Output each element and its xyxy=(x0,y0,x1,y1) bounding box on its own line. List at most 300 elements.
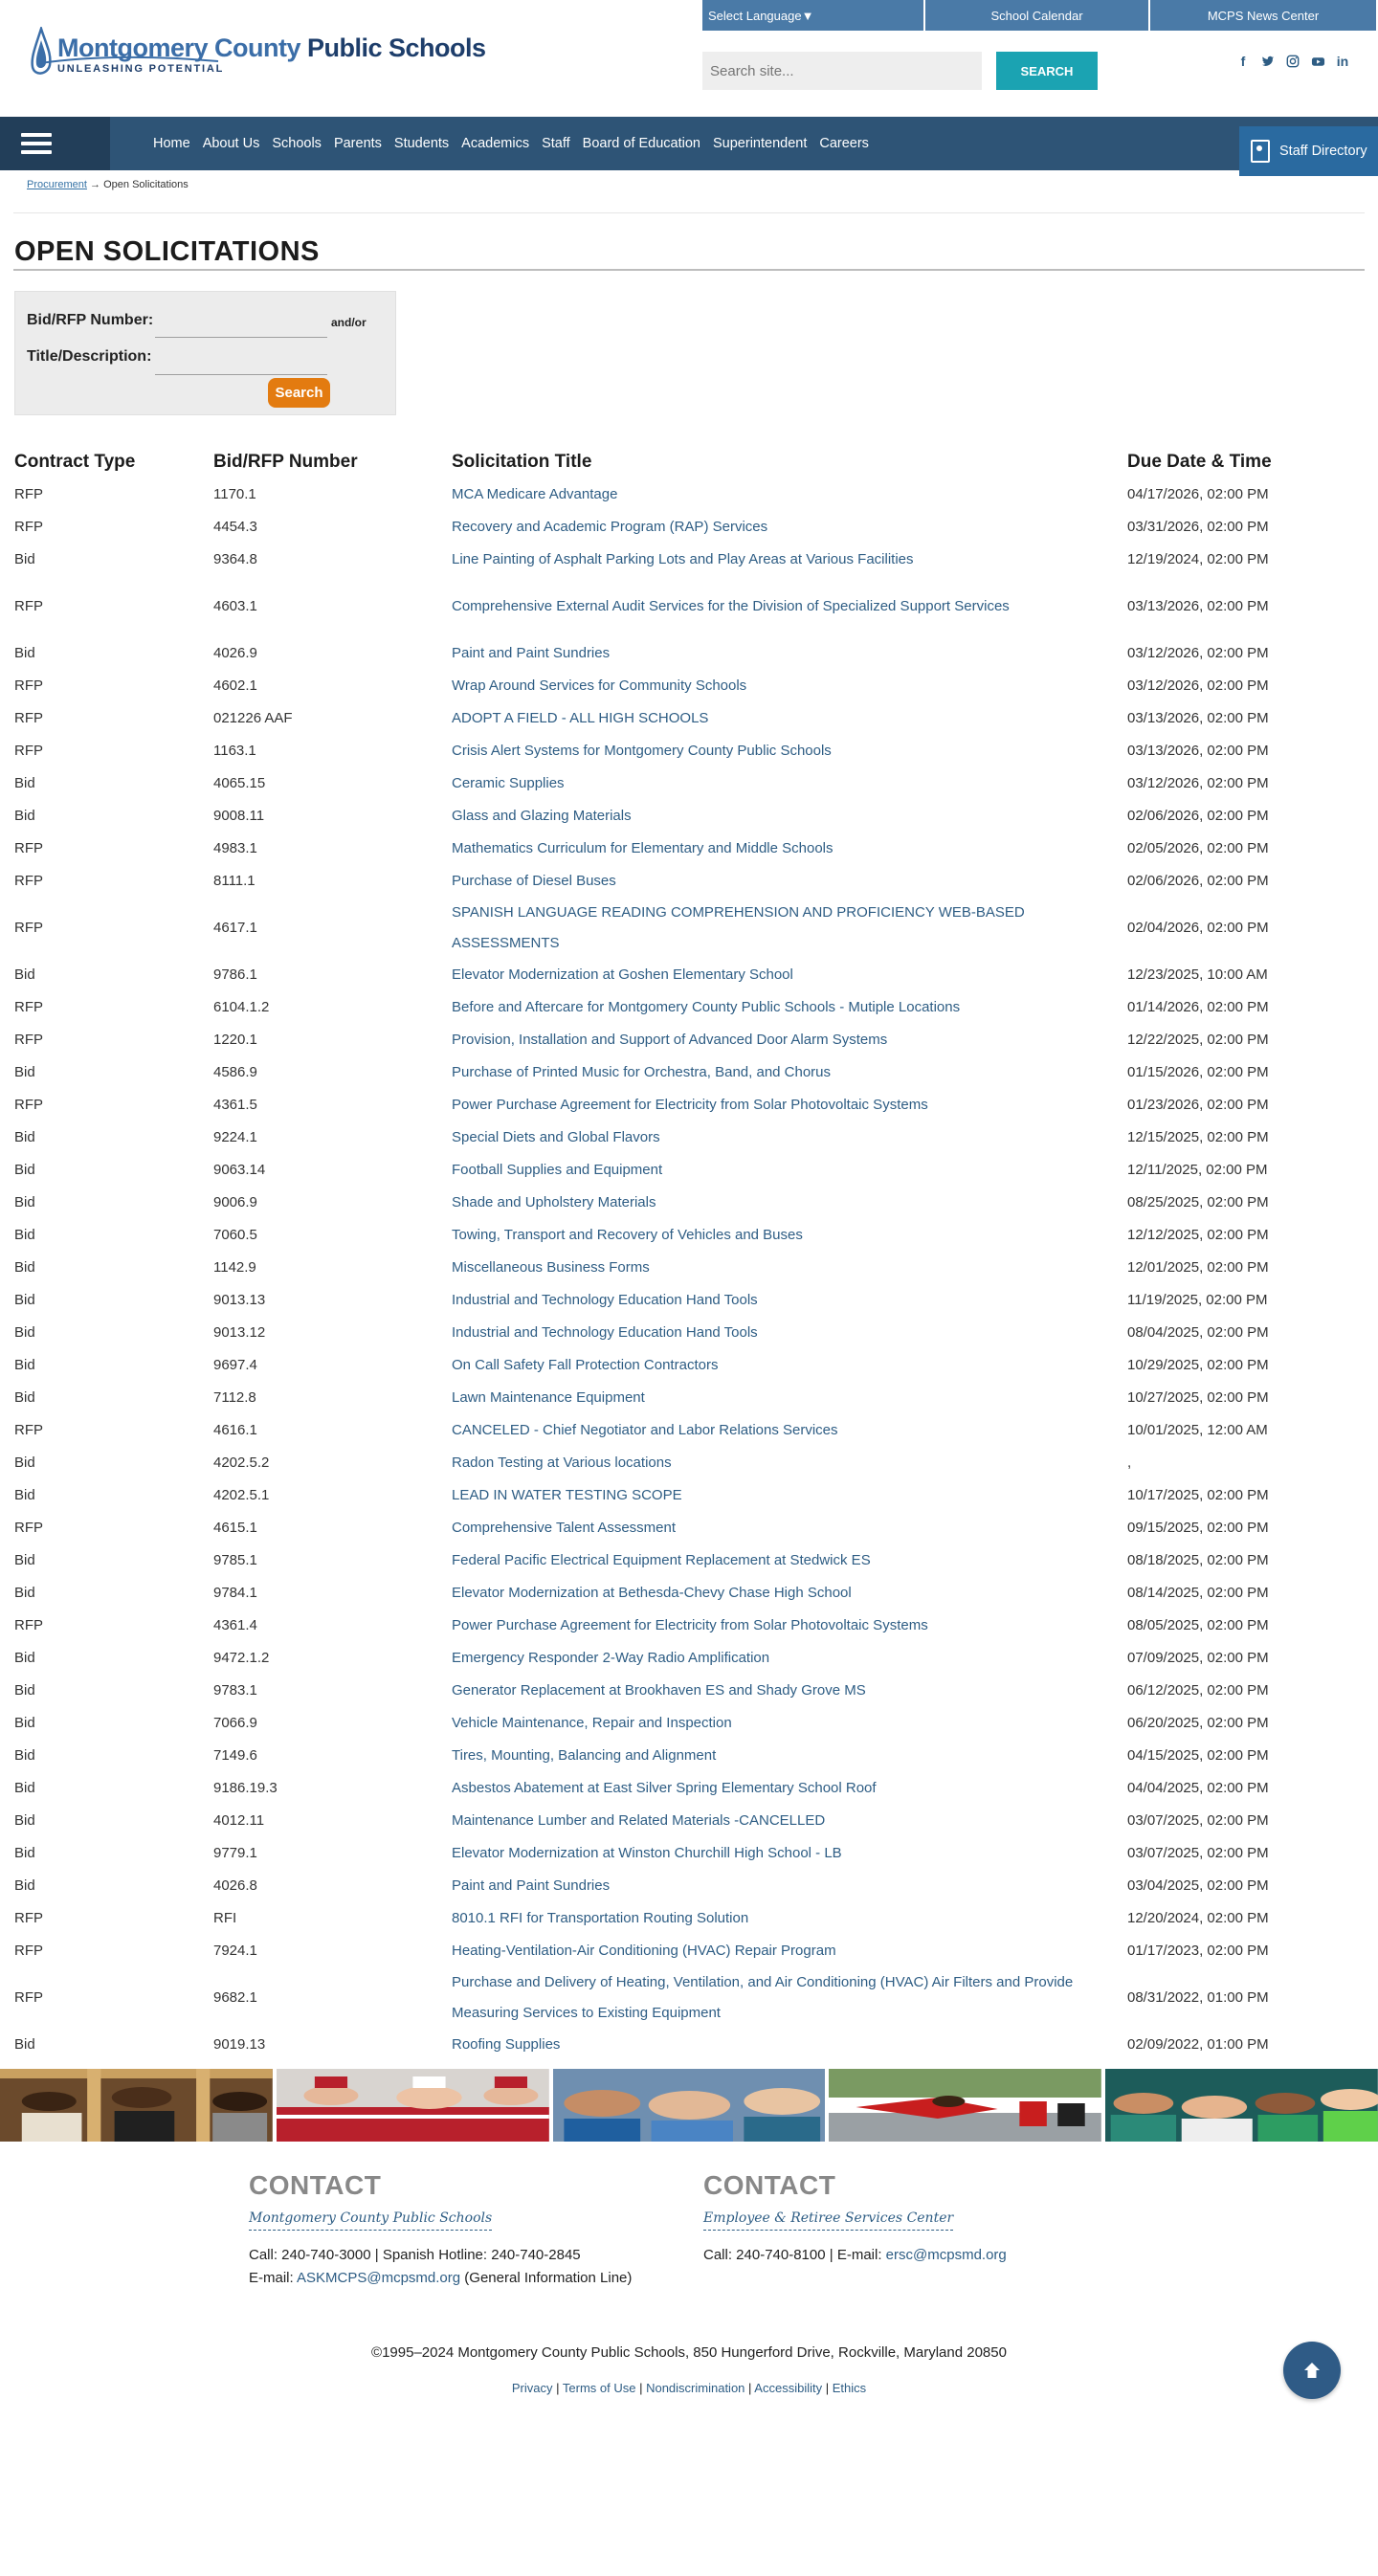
solicitation-title-cell xyxy=(452,1544,1127,1577)
solicitation-link[interactable]: Elevator Modernization at Bethesda-Chevy Chase High School xyxy=(452,1585,852,1601)
solicitation-title-cell xyxy=(452,1512,1127,1544)
bid-number-cell: 9784.1 xyxy=(213,1585,257,1601)
solicitation-link[interactable]: CANCELED - Chief Negotiator and Labor Relations Services xyxy=(452,1422,838,1438)
bid-number-cell: 9006.9 xyxy=(213,1194,257,1210)
table-row xyxy=(14,2029,1368,2061)
back-to-top-button[interactable] xyxy=(1283,2342,1341,2399)
nav-about-us[interactable]: About Us xyxy=(202,136,260,151)
table-row xyxy=(14,1837,1368,1870)
solicitation-link[interactable]: Generator Replacement at Brookhaven ES and Shady Grove MS xyxy=(452,1682,866,1699)
photo-boys-smiling xyxy=(553,2069,826,2142)
solicitation-title-cell xyxy=(452,735,1127,767)
search-button[interactable]: SEARCH xyxy=(996,52,1098,90)
solicitation-title-cell xyxy=(452,1642,1127,1675)
email-prefix: E-mail: xyxy=(249,2270,298,2286)
contract-type-cell: Bid xyxy=(14,551,35,567)
solicitation-title-cell xyxy=(452,1349,1127,1382)
contract-type-cell: RFP xyxy=(14,486,43,502)
table-row xyxy=(14,1740,1368,1772)
contact-card-icon xyxy=(1251,140,1270,163)
due-date-cell: 01/14/2026, 02:00 PM xyxy=(1127,999,1269,1015)
footer-link-accessibility[interactable]: Accessibility xyxy=(754,2381,823,2395)
due-date-cell: 03/12/2026, 02:00 PM xyxy=(1127,645,1269,661)
contact-org-name: Employee & Retiree Services Center xyxy=(703,2210,953,2231)
bid-number-cell: 9779.1 xyxy=(213,1845,257,1861)
due-date-cell: 02/09/2022, 01:00 PM xyxy=(1127,2036,1269,2053)
main-navigation xyxy=(0,117,1378,170)
contract-type-cell: RFP xyxy=(14,1617,43,1633)
breadcrumb xyxy=(27,179,189,190)
contract-type-cell: Bid xyxy=(14,808,35,824)
photo-cheering-crowd xyxy=(1105,2069,1378,2142)
table-row xyxy=(14,1935,1368,1967)
solicitation-link[interactable]: Federal Pacific Electrical Equipment Replacement at Stedwick ES xyxy=(452,1552,871,1568)
due-date-cell: 03/07/2025, 02:00 PM xyxy=(1127,1845,1269,1861)
due-date-cell: 10/29/2025, 02:00 PM xyxy=(1127,1357,1269,1373)
due-date-cell: 06/20/2025, 02:00 PM xyxy=(1127,1715,1269,1731)
due-date-cell: 08/04/2025, 02:00 PM xyxy=(1127,1324,1269,1341)
due-date-cell: 01/17/2023, 02:00 PM xyxy=(1127,1943,1269,1959)
social-links xyxy=(1234,53,1351,70)
solicitation-link[interactable]: Shade and Upholstery Materials xyxy=(452,1194,656,1210)
due-date-cell: 01/23/2026, 02:00 PM xyxy=(1127,1097,1269,1113)
table-row xyxy=(14,1902,1368,1935)
staff-directory-button[interactable] xyxy=(1239,126,1378,176)
breadcrumb-procurement[interactable]: Procurement xyxy=(27,179,87,190)
solicitation-title-cell xyxy=(452,1805,1127,1837)
table-row xyxy=(14,1056,1368,1089)
table-header-row xyxy=(14,446,1368,478)
contract-type-cell: Bid xyxy=(14,1455,35,1471)
twitter-icon[interactable] xyxy=(1259,53,1277,70)
due-date-cell: 03/04/2025, 02:00 PM xyxy=(1127,1877,1269,1894)
breadcrumb-current: Open Solicitations xyxy=(103,179,189,190)
solicitation-link[interactable]: Mathematics Curriculum for Elementary and Middle Schools xyxy=(452,840,833,856)
contact-email-line xyxy=(249,2267,632,2290)
table-row xyxy=(14,1317,1368,1349)
solicitation-link[interactable]: Glass and Glazing Materials xyxy=(452,808,632,824)
table-row xyxy=(14,637,1368,670)
solicitation-link[interactable]: Line Painting of Asphalt Parking Lots and Play Areas at Various Facilities xyxy=(452,551,914,567)
table-row xyxy=(14,959,1368,991)
solicitation-title-cell xyxy=(452,1414,1127,1447)
contract-type-cell: RFP xyxy=(14,1422,43,1438)
contract-type-cell: Bid xyxy=(14,645,35,661)
contract-type-cell: RFP xyxy=(14,840,43,856)
table-row xyxy=(14,865,1368,898)
contract-type-cell: Bid xyxy=(14,1064,35,1080)
header-solicitation-title: Solicitation Title xyxy=(452,452,592,472)
solicitation-link[interactable]: Heating-Ventilation-Air Conditioning (HVAC) Repair Program xyxy=(452,1943,836,1959)
contact-phone-line: Call: 240-740-3000 | Spanish Hotline: 240-740-2845 xyxy=(249,2247,581,2263)
photo-students-classroom xyxy=(0,2069,273,2142)
copyright: ©1995–2024 Montgomery County Public Schools, 850 Hungerford Drive, Rockville, Maryland 20850 xyxy=(371,2344,1007,2361)
contact-ersc xyxy=(703,2170,1007,2267)
solicitation-link[interactable]: Lawn Maintenance Equipment xyxy=(452,1389,645,1406)
bid-number-cell: 4026.8 xyxy=(213,1877,257,1894)
logo-title-schools: Public Schools xyxy=(307,33,486,62)
solicitations-table xyxy=(14,446,1368,2061)
bid-number-input[interactable] xyxy=(155,337,327,338)
nav-students[interactable]: Students xyxy=(393,136,450,151)
facebook-icon[interactable]: f xyxy=(1240,54,1246,69)
nav-academics[interactable]: Academics xyxy=(461,136,530,151)
solicitation-link[interactable]: Purchase of Printed Music for Orchestra, Band, and Chorus xyxy=(452,1064,832,1080)
table-body xyxy=(14,478,1368,2061)
solicitation-link[interactable]: Comprehensive Talent Assessment xyxy=(452,1520,677,1536)
solicitation-title-cell xyxy=(452,576,1127,637)
footer-links: Privacy | Terms of Use | Nondiscrimination | Accessibility | Ethics xyxy=(511,2381,867,2395)
table-row xyxy=(14,1414,1368,1447)
solicitation-link[interactable]: Industrial and Technology Education Hand Tools xyxy=(452,1292,758,1308)
bid-number-cell: 9013.13 xyxy=(213,1292,266,1308)
header-contract-type: Contract Type xyxy=(14,452,136,472)
table-row xyxy=(14,1447,1368,1479)
contract-type-cell: RFP xyxy=(14,1943,43,1959)
solicitation-link[interactable]: Football Supplies and Equipment xyxy=(452,1162,663,1178)
due-date-cell: 02/06/2026, 02:00 PM xyxy=(1127,873,1269,889)
bid-number-cell: 9186.19.3 xyxy=(213,1780,278,1796)
bid-number-cell: 4026.9 xyxy=(213,645,257,661)
school-calendar-link[interactable]: School Calendar xyxy=(925,0,1150,31)
solicitation-link[interactable]: Wrap Around Services for Community Schools xyxy=(452,677,747,694)
solicitation-title-cell xyxy=(452,898,1127,959)
due-date-cell: 02/06/2026, 02:00 PM xyxy=(1127,808,1269,824)
bid-number-cell: 4603.1 xyxy=(213,598,257,614)
contract-type-cell: RFP xyxy=(14,873,43,889)
title-description-input[interactable] xyxy=(155,374,327,375)
bid-number-cell: 6104.1.2 xyxy=(213,999,270,1015)
contract-type-cell: Bid xyxy=(14,966,35,983)
solicitation-title-cell xyxy=(452,833,1127,865)
solicitation-title-cell xyxy=(452,1284,1127,1317)
solicitation-link[interactable]: Towing, Transport and Recovery of Vehicles and Buses xyxy=(452,1227,803,1243)
table-row xyxy=(14,1187,1368,1219)
contract-type-cell: Bid xyxy=(14,1227,35,1243)
contract-type-cell: RFP xyxy=(14,677,43,694)
solicitation-link[interactable]: Special Diets and Global Flavors xyxy=(452,1129,660,1145)
bid-number-cell: 4983.1 xyxy=(213,840,257,856)
solicitation-title-cell xyxy=(452,1610,1127,1642)
due-date-cell: 07/09/2025, 02:00 PM xyxy=(1127,1650,1269,1666)
table-row xyxy=(14,1610,1368,1642)
due-date-cell: 02/05/2026, 02:00 PM xyxy=(1127,840,1269,856)
solicitation-title-cell xyxy=(452,865,1127,898)
table-row xyxy=(14,1675,1368,1707)
bid-number-cell: 4065.15 xyxy=(213,775,266,791)
contract-type-cell: RFP xyxy=(14,598,43,614)
table-row xyxy=(14,1544,1368,1577)
due-date-cell: 12/01/2025, 02:00 PM xyxy=(1127,1259,1269,1276)
solicitation-link[interactable]: ADOPT A FIELD - ALL HIGH SCHOOLS xyxy=(452,710,709,726)
contract-type-cell: Bid xyxy=(14,775,35,791)
bid-number-cell: 1170.1 xyxy=(213,486,256,502)
table-row xyxy=(14,511,1368,544)
bid-number-cell: 9783.1 xyxy=(213,1682,257,1699)
solicitation-title-cell xyxy=(452,1187,1127,1219)
solicitation-link[interactable]: MCA Medicare Advantage xyxy=(452,486,618,502)
photo-strip xyxy=(0,2069,1378,2142)
solicitation-link[interactable]: Purchase and Delivery of Heating, Ventilation, and Air Conditioning (HVAC) Air Filters and Provide Measuring Services to Existing Equipment xyxy=(452,1974,1074,2021)
solicitation-title-cell xyxy=(452,1089,1127,1121)
nav-staff[interactable]: Staff xyxy=(542,136,570,151)
due-date-cell: 12/20/2024, 02:00 PM xyxy=(1127,1910,1269,1926)
contract-type-cell: Bid xyxy=(14,1162,35,1178)
contract-type-cell: Bid xyxy=(14,1292,35,1308)
due-date-cell: 03/07/2025, 02:00 PM xyxy=(1127,1812,1269,1829)
solicitation-title-cell xyxy=(452,1740,1127,1772)
solicitation-title-cell xyxy=(452,1382,1127,1414)
bid-number-cell: 1142.9 xyxy=(213,1259,256,1276)
solicitation-link[interactable]: SPANISH LANGUAGE READING COMPREHENSION AND PROFICIENCY WEB-BASED ASSESSMENTS xyxy=(452,904,1025,951)
table-row xyxy=(14,767,1368,800)
table-row xyxy=(14,991,1368,1024)
table-row xyxy=(14,478,1368,511)
solicitation-link[interactable]: Recovery and Academic Program (RAP) Services xyxy=(452,519,768,535)
solicitation-link[interactable]: Before and Aftercare for Montgomery County Public Schools - Mutiple Locations xyxy=(452,999,961,1015)
nav-schools[interactable]: Schools xyxy=(272,136,322,151)
table-row xyxy=(14,702,1368,735)
due-date-cell: , xyxy=(1127,1455,1132,1471)
staff-directory-label: Staff Directory xyxy=(1279,144,1367,159)
footer-link-ethics[interactable]: Ethics xyxy=(832,2381,867,2395)
bid-number-cell: 4361.5 xyxy=(213,1097,257,1113)
site-header xyxy=(0,0,1378,117)
solicitation-link[interactable]: Tires, Mounting, Balancing and Alignment xyxy=(452,1747,717,1764)
solicitation-title-cell xyxy=(452,991,1127,1024)
due-date-cell: 03/13/2026, 02:00 PM xyxy=(1127,598,1269,614)
youtube-icon[interactable] xyxy=(1309,53,1326,70)
solicitation-link[interactable]: Radon Testing at Various locations xyxy=(452,1455,672,1471)
nav-home[interactable]: Home xyxy=(153,136,190,151)
solicitation-link[interactable]: Asbestos Abatement at East Silver Spring Elementary School Roof xyxy=(452,1780,877,1796)
due-date-cell: 04/04/2025, 02:00 PM xyxy=(1127,1780,1269,1796)
bid-number-cell: 1163.1 xyxy=(213,743,256,759)
bid-number-cell: 7149.6 xyxy=(213,1747,257,1764)
table-row xyxy=(14,1512,1368,1544)
contract-type-cell: RFP xyxy=(14,920,43,936)
title-description-label: Title/Description: xyxy=(27,348,152,365)
solicitation-title-cell xyxy=(452,1935,1127,1967)
solicitation-title-cell xyxy=(452,511,1127,544)
language-select[interactable]: Select Language▼ xyxy=(702,0,925,31)
linkedin-icon[interactable]: in xyxy=(1336,54,1349,69)
solicitation-title-cell xyxy=(452,1056,1127,1089)
footer-link-terms[interactable]: Terms of Use xyxy=(562,2381,636,2395)
contact-heading: CONTACT xyxy=(249,2170,382,2200)
due-date-cell: 10/01/2025, 12:00 AM xyxy=(1127,1422,1268,1438)
solicitation-link[interactable]: Power Purchase Agreement for Electricity from Solar Photovoltaic Systems xyxy=(452,1617,928,1633)
solicitation-link[interactable]: Vehicle Maintenance, Repair and Inspection xyxy=(452,1715,732,1731)
solicitation-link[interactable]: Paint and Paint Sundries xyxy=(452,645,611,661)
solicitation-title-cell xyxy=(452,1479,1127,1512)
contract-type-cell: RFP xyxy=(14,999,43,1015)
solicitation-title-cell xyxy=(452,1317,1127,1349)
contract-type-cell: Bid xyxy=(14,1812,35,1829)
solicitation-link[interactable]: Comprehensive External Audit Services for the Division of Specialized Support Services xyxy=(452,598,1010,614)
due-date-cell: 03/12/2026, 02:00 PM xyxy=(1127,677,1269,694)
contract-type-cell: Bid xyxy=(14,1357,35,1373)
contract-type-cell: RFP xyxy=(14,710,43,726)
due-date-cell: 08/25/2025, 02:00 PM xyxy=(1127,1194,1269,1210)
contract-type-cell: RFP xyxy=(14,1032,43,1048)
contract-type-cell: Bid xyxy=(14,1552,35,1568)
table-row xyxy=(14,1089,1368,1121)
solicitation-title-cell xyxy=(452,1121,1127,1154)
nav-careers[interactable]: Careers xyxy=(819,136,869,151)
table-row xyxy=(14,576,1368,637)
bid-number-cell: 9063.14 xyxy=(213,1162,266,1178)
footer-link-nondiscrimination[interactable]: Nondiscrimination xyxy=(646,2381,745,2395)
contact-org-name: Montgomery County Public Schools xyxy=(249,2210,492,2231)
solicitation-link[interactable]: Power Purchase Agreement for Electricity from Solar Photovoltaic Systems xyxy=(452,1097,928,1113)
due-date-cell: 04/15/2025, 02:00 PM xyxy=(1127,1747,1269,1764)
table-row xyxy=(14,1772,1368,1805)
solicitation-title-cell xyxy=(452,1902,1127,1935)
contract-type-cell: Bid xyxy=(14,1780,35,1796)
utility-bar xyxy=(702,0,1376,31)
bid-number-cell: 7924.1 xyxy=(213,1943,257,1959)
due-date-cell: 10/27/2025, 02:00 PM xyxy=(1127,1389,1269,1406)
table-row xyxy=(14,1219,1368,1252)
due-date-cell: 02/04/2026, 02:00 PM xyxy=(1127,920,1269,936)
contract-type-cell: RFP xyxy=(14,1910,43,1926)
solicitation-title-cell xyxy=(452,1837,1127,1870)
contract-type-cell: Bid xyxy=(14,1715,35,1731)
solicitation-link[interactable]: Roofing Supplies xyxy=(452,2036,561,2053)
due-date-cell: 04/17/2026, 02:00 PM xyxy=(1127,486,1269,502)
logo-title-county: Montgomery County xyxy=(57,33,307,62)
table-row xyxy=(14,1252,1368,1284)
contact-heading: CONTACT xyxy=(703,2170,836,2200)
due-date-cell: 12/23/2025, 10:00 AM xyxy=(1127,966,1268,983)
due-date-cell: 11/19/2025, 02:00 PM xyxy=(1127,1292,1268,1308)
contract-type-cell: Bid xyxy=(14,1194,35,1210)
due-date-cell: 03/12/2026, 02:00 PM xyxy=(1127,775,1269,791)
table-row xyxy=(14,1577,1368,1610)
contract-type-cell: RFP xyxy=(14,743,43,759)
breadcrumb-separator: → xyxy=(86,179,104,190)
bid-number-cell: RFI xyxy=(213,1910,237,1926)
table-row xyxy=(14,800,1368,833)
bid-number-cell: 4012.11 xyxy=(213,1812,265,1829)
contract-type-cell: Bid xyxy=(14,1682,35,1699)
solicitation-title-cell xyxy=(452,670,1127,702)
solicitation-title-cell xyxy=(452,1772,1127,1805)
search-solicitations-button[interactable]: Search xyxy=(268,378,330,408)
solicitation-link[interactable]: Paint and Paint Sundries xyxy=(452,1877,611,1894)
nav-board-of-education[interactable]: Board of Education xyxy=(582,136,700,151)
table-row xyxy=(14,1349,1368,1382)
nav-parents[interactable]: Parents xyxy=(333,136,382,151)
bid-number-cell: 9682.1 xyxy=(213,1989,257,2006)
bid-number-cell: 9786.1 xyxy=(213,966,257,983)
solicitation-title-cell xyxy=(452,1252,1127,1284)
solicitation-link[interactable]: Maintenance Lumber and Related Materials -CANCELLED xyxy=(452,1812,826,1829)
solicitation-link[interactable]: 8010.1 RFI for Transportation Routing Solution xyxy=(452,1910,749,1926)
contract-type-cell: Bid xyxy=(14,1129,35,1145)
solicitation-title-cell xyxy=(452,1675,1127,1707)
arrow-up-icon xyxy=(1301,2360,1322,2381)
table-row xyxy=(14,1024,1368,1056)
solicitation-title-cell xyxy=(452,767,1127,800)
bid-number-cell: 4617.1 xyxy=(213,920,257,936)
solicitation-title-cell xyxy=(452,702,1127,735)
bid-number-cell: 7060.5 xyxy=(213,1227,257,1243)
bid-number-label: Bid/RFP Number: xyxy=(27,312,154,328)
solicitation-link[interactable]: Emergency Responder 2-Way Radio Amplification xyxy=(452,1650,770,1666)
solicitation-title-cell xyxy=(452,1870,1127,1902)
photo-wrestling xyxy=(829,2069,1101,2142)
search-input[interactable] xyxy=(702,52,982,90)
solicitation-link[interactable]: On Call Safety Fall Protection Contractors xyxy=(452,1357,719,1373)
solicitation-title-cell xyxy=(452,1219,1127,1252)
contract-type-cell: RFP xyxy=(14,1520,43,1536)
due-date-cell: 12/11/2025, 02:00 PM xyxy=(1127,1162,1268,1178)
solicitation-title-cell xyxy=(452,800,1127,833)
header-bid-number: Bid/RFP Number xyxy=(213,452,358,472)
site-search xyxy=(702,52,1098,90)
solicitation-link[interactable]: Purchase of Diesel Buses xyxy=(452,873,616,889)
photo-marching-band xyxy=(277,2069,549,2142)
solicitation-title-cell xyxy=(452,2029,1127,2061)
solicitation-link[interactable]: Industrial and Technology Education Hand Tools xyxy=(452,1324,758,1341)
solicitation-search-panel xyxy=(14,291,396,415)
solicitation-title-cell xyxy=(452,1154,1127,1187)
solicitation-title-cell xyxy=(452,959,1127,991)
due-date-cell: 01/15/2026, 02:00 PM xyxy=(1127,1064,1269,1080)
email-suffix: (General Information Line) xyxy=(460,2270,633,2286)
contract-type-cell: Bid xyxy=(14,1845,35,1861)
contact-mcps xyxy=(249,2170,632,2290)
solicitation-title-cell xyxy=(452,544,1127,576)
table-row xyxy=(14,1642,1368,1675)
solicitation-link[interactable]: Elevator Modernization at Winston Churchill High School - LB xyxy=(452,1845,842,1861)
ersc-email-link[interactable]: ersc@mcpsmd.org xyxy=(885,2247,1007,2263)
nav-superintendent[interactable]: Superintendent xyxy=(713,136,808,151)
footer-link-privacy[interactable]: Privacy xyxy=(511,2381,553,2395)
andor-label: and/or xyxy=(331,316,367,329)
page-title: OPEN SOLICITATIONS xyxy=(14,236,320,267)
contract-type-cell: Bid xyxy=(14,1747,35,1764)
solicitation-link[interactable]: Miscellaneous Business Forms xyxy=(452,1259,650,1276)
table-row xyxy=(14,1805,1368,1837)
solicitation-title-cell xyxy=(452,1707,1127,1740)
bid-number-cell: 4616.1 xyxy=(213,1422,257,1438)
menu-toggle[interactable] xyxy=(0,117,110,170)
solicitation-link[interactable]: Provision, Installation and Support of Advanced Door Alarm Systems xyxy=(452,1032,888,1048)
solicitation-title-cell xyxy=(452,637,1127,670)
due-date-cell: 09/15/2025, 02:00 PM xyxy=(1127,1520,1269,1536)
due-date-cell: 06/12/2025, 02:00 PM xyxy=(1127,1682,1269,1699)
solicitation-link[interactable]: Elevator Modernization at Goshen Elementary School xyxy=(452,966,793,983)
table-row xyxy=(14,1870,1368,1902)
news-center-link[interactable]: MCPS News Center xyxy=(1150,0,1376,31)
bid-number-cell: 9472.1.2 xyxy=(213,1650,270,1666)
table-row xyxy=(14,898,1368,959)
contact-phone-line xyxy=(703,2244,1007,2267)
table-row xyxy=(14,735,1368,767)
solicitation-link[interactable]: Crisis Alert Systems for Montgomery County Public Schools xyxy=(452,743,832,759)
due-date-cell: 12/12/2025, 02:00 PM xyxy=(1127,1227,1269,1243)
instagram-icon[interactable] xyxy=(1284,53,1301,70)
bid-number-cell: 9008.11 xyxy=(213,808,265,824)
due-date-cell: 08/05/2025, 02:00 PM xyxy=(1127,1617,1269,1633)
due-date-cell: 03/13/2026, 02:00 PM xyxy=(1127,710,1269,726)
askmcps-email-link[interactable]: ASKMCPS@mcpsmd.org xyxy=(297,2270,461,2286)
solicitation-link[interactable]: Ceramic Supplies xyxy=(452,775,565,791)
solicitation-link[interactable]: LEAD IN WATER TESTING SCOPE xyxy=(452,1487,682,1503)
